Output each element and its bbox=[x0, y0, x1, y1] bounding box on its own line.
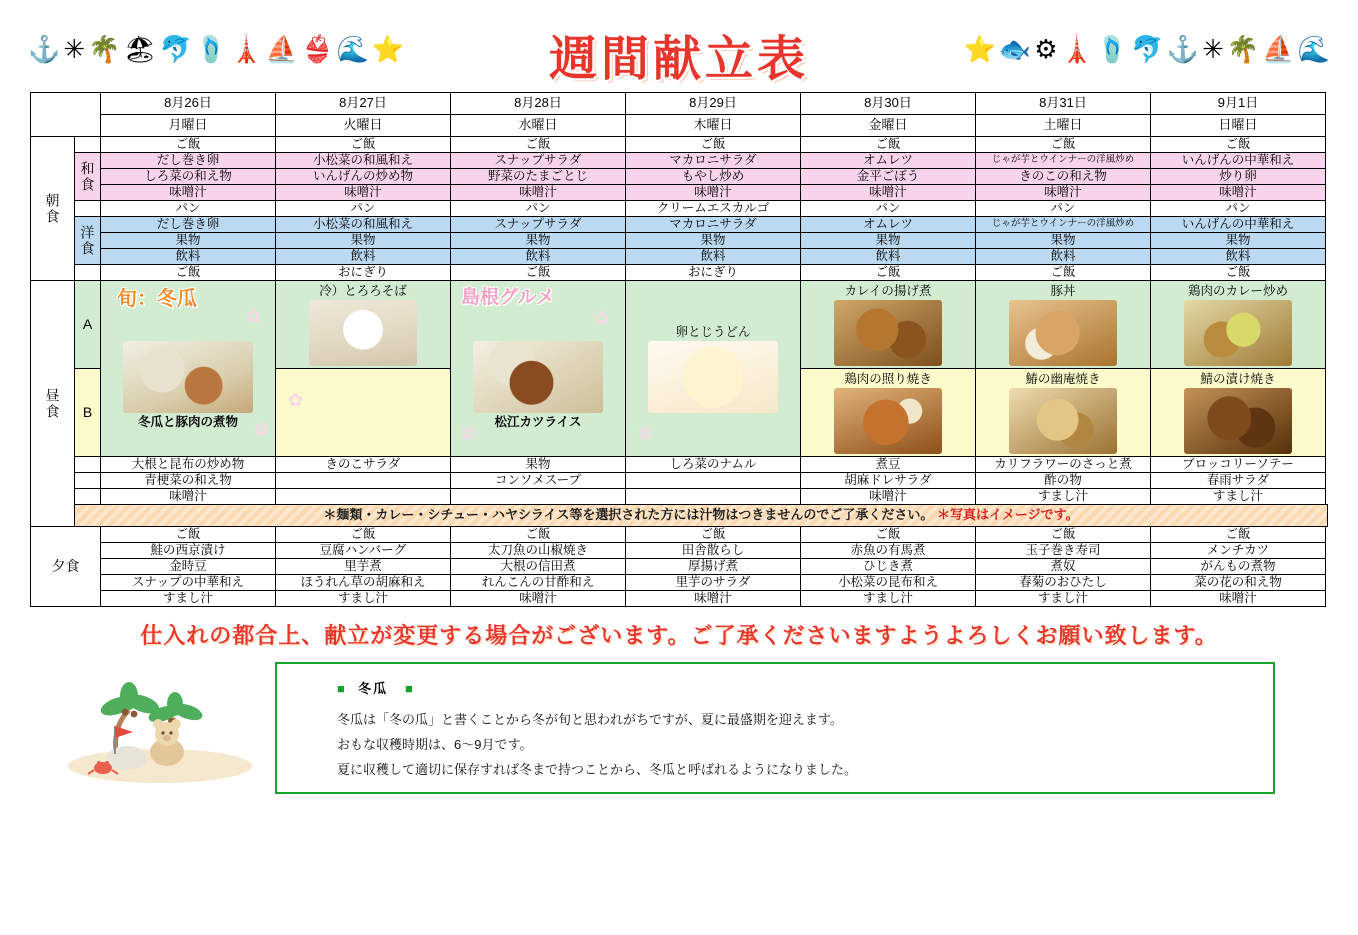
page-header bbox=[0, 0, 1358, 92]
menu-cell: ご飯 bbox=[101, 265, 276, 281]
lunch-photo-cell-wednesday bbox=[451, 281, 626, 457]
dinner-row-1 bbox=[31, 527, 1328, 543]
lunch-photo-cell-sunday-a bbox=[1151, 281, 1326, 369]
lunch-a-row bbox=[31, 281, 1328, 369]
menu-cell: ほうれん草の胡麻和え bbox=[276, 575, 451, 591]
menu-cell: じゃが芋とウインナーの洋風炒め bbox=[976, 153, 1151, 169]
weekday-header: 日曜日 bbox=[1151, 115, 1326, 137]
flower-icon: ✳ bbox=[1202, 34, 1224, 64]
menu-cell: きのこサラダ bbox=[276, 457, 451, 473]
menu-cell: ご飯 bbox=[626, 137, 801, 153]
sandal-icon: 🩴 bbox=[194, 34, 228, 64]
menu-cell bbox=[451, 489, 626, 505]
menu-cell: しろ菜のナムル bbox=[626, 457, 801, 473]
lunch-photo-cell-tuesday-a bbox=[276, 281, 451, 369]
menu-cell: ご飯 bbox=[101, 527, 276, 543]
local-gourmet-stamp: 島根グルメ bbox=[461, 286, 555, 308]
food-photo bbox=[1009, 300, 1117, 366]
menu-cell: もやし炒め bbox=[626, 169, 801, 185]
food-photo bbox=[473, 341, 603, 413]
menu-cell: 里芋のサラダ bbox=[626, 575, 801, 591]
food-photo bbox=[1184, 300, 1292, 366]
menu-cell: 野菜のたまごとじ bbox=[451, 169, 626, 185]
page-title: 週間献立表 bbox=[548, 31, 809, 87]
weekday-header: 木曜日 bbox=[626, 115, 801, 137]
menu-cell: 飲料 bbox=[976, 249, 1151, 265]
menu-cell: 飲料 bbox=[1151, 249, 1326, 265]
notice-banner bbox=[75, 505, 1328, 527]
lunch-photo-cell-sunday-b bbox=[1151, 369, 1326, 457]
menu-cell: ご飯 bbox=[1151, 265, 1326, 281]
menu-cell: 大根の信田煮 bbox=[451, 559, 626, 575]
lunch-photo-cell-monday bbox=[101, 281, 276, 457]
menu-change-note: 仕入れの都合上、献立が変更する場合がございます。ご了承くださいますようよろしくお願い致します。 bbox=[140, 623, 1218, 649]
dish-name: 鶏肉のカレー炒め bbox=[1187, 284, 1288, 299]
palm-tree-icon: 🌴 bbox=[1226, 34, 1260, 64]
menu-cell: 果物 bbox=[276, 233, 451, 249]
dish-name: 鰆の幽庵焼き bbox=[1025, 372, 1101, 387]
weekday-header: 月曜日 bbox=[101, 115, 276, 137]
menu-cell: ご飯 bbox=[1151, 137, 1326, 153]
menu-cell: ご飯 bbox=[976, 265, 1151, 281]
breakfast-staple-row bbox=[31, 137, 1328, 153]
notice-main: ＊麺類・カレー・シチュー・ハヤシライス等を選択された方には汁物はつきませんのでご了承ください。 bbox=[323, 507, 934, 523]
date-header: 8月26日 bbox=[101, 93, 276, 115]
menu-cell: おにぎり bbox=[276, 265, 451, 281]
menu-cell: 金平ごぼう bbox=[801, 169, 976, 185]
dish-name: 鶏肉の照り焼き bbox=[844, 372, 932, 387]
menu-cell: マカロニサラダ bbox=[626, 217, 801, 233]
menu-cell: だし巻き卵 bbox=[101, 153, 276, 169]
lunch-photo-cell-friday-a bbox=[801, 281, 976, 369]
row-label-lunch-b: B bbox=[75, 369, 101, 457]
menu-cell: 大根と昆布の炒め物 bbox=[101, 457, 276, 473]
lighthouse-icon: 🗼 bbox=[230, 34, 263, 64]
sailboat-icon: ⛵ bbox=[1262, 34, 1295, 64]
menu-cell: ご飯 bbox=[276, 137, 451, 153]
menu-cell: ご飯 bbox=[801, 265, 976, 281]
weekday-header: 土曜日 bbox=[976, 115, 1151, 137]
table-header-weekdays bbox=[31, 115, 1328, 137]
dinner-row-5 bbox=[31, 591, 1328, 607]
menu-cell: ご飯 bbox=[101, 137, 276, 153]
menu-cell: パン bbox=[276, 201, 451, 217]
food-photo bbox=[123, 341, 253, 413]
beach-illustration bbox=[55, 666, 265, 786]
menu-cell: 味噌汁 bbox=[451, 591, 626, 607]
menu-cell: 青梗菜の和え物 bbox=[101, 473, 276, 489]
menu-cell: 味噌汁 bbox=[1151, 591, 1326, 607]
breakfast-bread-row bbox=[31, 201, 1328, 217]
anchor-icon: ⚓ bbox=[1166, 34, 1200, 64]
menu-cell: 果物 bbox=[101, 233, 276, 249]
menu-cell: ご飯 bbox=[451, 265, 626, 281]
menu-cell: メンチカツ bbox=[1151, 543, 1326, 559]
fish-icon: 🐟 bbox=[998, 34, 1032, 64]
menu-cell: 煮豆 bbox=[801, 457, 976, 473]
menu-cell: ご飯 bbox=[626, 527, 801, 543]
dinner-row-3 bbox=[31, 559, 1328, 575]
menu-cell: 飲料 bbox=[101, 249, 276, 265]
menu-cell: 太刀魚の山椒焼き bbox=[451, 543, 626, 559]
info-line: 夏に収穫して適切に保存すれば冬まで持つことから、冬瓜と呼ばれるようになりました。 bbox=[337, 762, 858, 777]
lunch-photo-cell-friday-b bbox=[801, 369, 976, 457]
seasonal-stamp: 旬：冬瓜 bbox=[117, 286, 197, 310]
menu-cell: れんこんの甘酢和え bbox=[451, 575, 626, 591]
menu-cell: スナップサラダ bbox=[451, 217, 626, 233]
menu-cell: 味噌汁 bbox=[801, 185, 976, 201]
menu-cell: すまし汁 bbox=[801, 591, 976, 607]
flower-icon: ✿ bbox=[593, 308, 609, 328]
starfish-icon: ⭐ bbox=[371, 34, 405, 64]
menu-cell: ブロッコリーソテー bbox=[1151, 457, 1326, 473]
menu-cell: ご飯 bbox=[451, 527, 626, 543]
menu-cell: 田舎散らし bbox=[626, 543, 801, 559]
menu-cell: 鮭の西京漬け bbox=[101, 543, 276, 559]
menu-cell: すまし汁 bbox=[101, 591, 276, 607]
menu-cell: パン bbox=[1151, 201, 1326, 217]
menu-cell bbox=[626, 489, 801, 505]
menu-cell: がんもの煮物 bbox=[1151, 559, 1326, 575]
menu-cell bbox=[276, 489, 451, 505]
menu-cell: 春菊のおひたし bbox=[976, 575, 1151, 591]
menu-cell bbox=[626, 473, 801, 489]
breakfast-western-row-3 bbox=[31, 249, 1328, 265]
flower-icon: ✿ bbox=[638, 423, 654, 443]
bottom-section bbox=[0, 658, 1358, 818]
menu-cell: 味噌汁 bbox=[801, 489, 976, 505]
decoration-right bbox=[964, 18, 1330, 80]
spacer-cell bbox=[75, 489, 101, 505]
row-label-breakfast: 朝食 bbox=[31, 137, 75, 281]
date-header: 8月29日 bbox=[626, 93, 801, 115]
square-marker-icon: ■ bbox=[337, 681, 347, 696]
food-photo bbox=[1009, 388, 1117, 454]
menu-cell bbox=[276, 473, 451, 489]
menu-cell: クリームエスカルゴ bbox=[626, 201, 801, 217]
weekday-header: 金曜日 bbox=[801, 115, 976, 137]
row-label-western: 洋食 bbox=[75, 217, 101, 265]
spacer-cell bbox=[75, 457, 101, 473]
lunch-photo-cell-saturday-a bbox=[976, 281, 1151, 369]
wave-icon: 🌊 bbox=[336, 34, 369, 64]
flower-icon: ✳ bbox=[63, 34, 86, 64]
food-photo bbox=[1184, 388, 1292, 454]
lunch-side-row-2 bbox=[31, 473, 1328, 489]
breakfast-western-row-1 bbox=[31, 217, 1328, 233]
ship-wheel-icon: ⚙ bbox=[1034, 34, 1058, 64]
breakfast-western-row-2 bbox=[31, 233, 1328, 249]
menu-cell: 赤魚の有馬煮 bbox=[801, 543, 976, 559]
menu-cell: パン bbox=[101, 201, 276, 217]
menu-cell: 酢の物 bbox=[976, 473, 1151, 489]
info-line: 冬瓜は「冬の瓜」と書くことから冬が旬と思われがちですが、夏に最盛期を迎えます。 bbox=[337, 712, 843, 727]
menu-cell: 飲料 bbox=[801, 249, 976, 265]
square-marker-icon: ■ bbox=[404, 681, 415, 696]
lunch-photo-cell-saturday-b bbox=[976, 369, 1151, 457]
menu-cell: パン bbox=[801, 201, 976, 217]
info-box-title bbox=[277, 678, 1273, 697]
menu-cell: 金時豆 bbox=[101, 559, 276, 575]
breakfast-japanese-row-2 bbox=[31, 169, 1328, 185]
menu-cell: 胡麻ドレサラダ bbox=[801, 473, 976, 489]
menu-cell: すまし汁 bbox=[276, 591, 451, 607]
dolphin-icon: 🐬 bbox=[159, 34, 192, 64]
menu-cell: パン bbox=[976, 201, 1151, 217]
menu-cell: 果物 bbox=[976, 233, 1151, 249]
beach-icon: 🏖 bbox=[123, 34, 157, 64]
dish-name: 冷）とろろそば bbox=[319, 284, 407, 299]
menu-cell: スナップの中華和え bbox=[101, 575, 276, 591]
menu-cell: 果物 bbox=[626, 233, 801, 249]
notice-sub: ＊写真はイメージです。 bbox=[937, 507, 1079, 523]
lunch-photo-cell-thursday bbox=[626, 281, 801, 457]
menu-cell: 飲料 bbox=[276, 249, 451, 265]
starfish-icon: ⭐ bbox=[963, 34, 996, 64]
date-header: 9月1日 bbox=[1151, 93, 1326, 115]
sandal-icon: 🩴 bbox=[1095, 34, 1129, 64]
menu-cell: ご飯 bbox=[801, 137, 976, 153]
dolphin-icon: 🐬 bbox=[1131, 34, 1164, 64]
menu-cell: ご飯 bbox=[976, 527, 1151, 543]
menu-cell: 飲料 bbox=[626, 249, 801, 265]
corner-cell bbox=[31, 93, 101, 137]
menu-cell: しろ菜の和え物 bbox=[101, 169, 276, 185]
flower-icon: ✿ bbox=[288, 390, 304, 410]
dish-name: 鯖の漬け焼き bbox=[1200, 372, 1276, 387]
info-box-title-text: 冬瓜 bbox=[358, 681, 389, 696]
menu-cell: 味噌汁 bbox=[626, 591, 801, 607]
spacer-cell bbox=[75, 137, 101, 153]
notice-row bbox=[31, 505, 1328, 527]
menu-cell: 飲料 bbox=[451, 249, 626, 265]
dish-caption: 松江カツライス bbox=[494, 415, 582, 430]
menu-cell: オムレツ bbox=[801, 153, 976, 169]
date-header: 8月28日 bbox=[451, 93, 626, 115]
lighthouse-icon: 🗼 bbox=[1060, 34, 1093, 64]
swimsuit-icon: 👙 bbox=[301, 34, 334, 64]
menu-cell: 小松菜の和風和え bbox=[276, 217, 451, 233]
menu-cell: 味噌汁 bbox=[1151, 185, 1326, 201]
weekly-menu-table bbox=[30, 92, 1328, 607]
menu-cell: いんげんの中華和え bbox=[1151, 217, 1326, 233]
lunch-staple-row bbox=[31, 265, 1328, 281]
row-label-japanese: 和食 bbox=[75, 153, 101, 201]
menu-cell: コンソメスープ bbox=[451, 473, 626, 489]
menu-cell: ご飯 bbox=[976, 137, 1151, 153]
dish-name: カレイの揚げ煮 bbox=[844, 284, 932, 299]
menu-cell: ご飯 bbox=[1151, 527, 1326, 543]
row-label-dinner: 夕食 bbox=[31, 527, 101, 607]
menu-cell: いんげんの炒め物 bbox=[276, 169, 451, 185]
menu-cell: 果物 bbox=[451, 233, 626, 249]
flower-icon: ✿ bbox=[461, 423, 477, 443]
lunch-side-row-1 bbox=[31, 457, 1328, 473]
spacer-cell bbox=[75, 201, 101, 217]
menu-cell: 味噌汁 bbox=[276, 185, 451, 201]
menu-cell: じゃが芋とウインナーの洋風炒め bbox=[976, 217, 1151, 233]
table-header-dates bbox=[31, 93, 1328, 115]
menu-cell: ご飯 bbox=[276, 527, 451, 543]
lunch-side-row-3 bbox=[31, 489, 1328, 505]
dish-name: 卵とじうどん bbox=[675, 325, 751, 340]
menu-cell: だし巻き卵 bbox=[101, 217, 276, 233]
date-header: 8月27日 bbox=[276, 93, 451, 115]
spacer-cell bbox=[75, 473, 101, 489]
palm-tree-icon: 🌴 bbox=[88, 34, 121, 64]
menu-cell: 里芋煮 bbox=[276, 559, 451, 575]
menu-cell: きのこの和え物 bbox=[976, 169, 1151, 185]
food-photo bbox=[648, 341, 778, 413]
flower-icon: ✿ bbox=[253, 419, 269, 439]
dinner-row-2 bbox=[31, 543, 1328, 559]
menu-cell: ご飯 bbox=[451, 137, 626, 153]
anchor-icon: ⚓ bbox=[28, 34, 61, 64]
menu-cell: 味噌汁 bbox=[101, 185, 276, 201]
menu-cell: オムレツ bbox=[801, 217, 976, 233]
menu-cell: 味噌汁 bbox=[101, 489, 276, 505]
food-photo bbox=[834, 300, 942, 366]
breakfast-japanese-row-1 bbox=[31, 153, 1328, 169]
menu-cell: すまし汁 bbox=[976, 489, 1151, 505]
menu-cell: 味噌汁 bbox=[976, 185, 1151, 201]
menu-cell: いんげんの中華和え bbox=[1151, 153, 1326, 169]
breakfast-japanese-row-3 bbox=[31, 185, 1328, 201]
sailboat-icon: ⛵ bbox=[265, 34, 299, 64]
menu-cell: 玉子巻き寿司 bbox=[976, 543, 1151, 559]
lunch-photo-cell-tuesday-b bbox=[276, 369, 451, 457]
menu-cell: 菜の花の和え物 bbox=[1151, 575, 1326, 591]
date-header: 8月31日 bbox=[976, 93, 1151, 115]
menu-cell: スナップサラダ bbox=[451, 153, 626, 169]
menu-cell: 味噌汁 bbox=[626, 185, 801, 201]
menu-cell: 豆腐ハンバーグ bbox=[276, 543, 451, 559]
date-header: 8月30日 bbox=[801, 93, 976, 115]
row-label-lunch-a: A bbox=[75, 281, 101, 369]
menu-cell: 春雨サラダ bbox=[1151, 473, 1326, 489]
info-box bbox=[275, 662, 1275, 794]
info-line: おもな収穫時期は、6〜9月です。 bbox=[337, 737, 533, 752]
flower-icon: ✿ bbox=[245, 306, 261, 326]
menu-cell: パン bbox=[451, 201, 626, 217]
spacer-cell bbox=[75, 265, 101, 281]
menu-cell: マカロニサラダ bbox=[626, 153, 801, 169]
menu-cell: ひじき煮 bbox=[801, 559, 976, 575]
dinner-row-4 bbox=[31, 575, 1328, 591]
menu-cell: 果物 bbox=[1151, 233, 1326, 249]
menu-cell: 厚揚げ煮 bbox=[626, 559, 801, 575]
weekday-header: 火曜日 bbox=[276, 115, 451, 137]
menu-cell: 炒り卵 bbox=[1151, 169, 1326, 185]
menu-cell: 小松菜の和風和え bbox=[276, 153, 451, 169]
wave-icon: 🌊 bbox=[1297, 34, 1330, 64]
food-photo bbox=[309, 300, 417, 366]
menu-cell: ご飯 bbox=[801, 527, 976, 543]
row-label-lunch: 昼食 bbox=[31, 281, 75, 527]
menu-cell: 果物 bbox=[451, 457, 626, 473]
menu-cell: おにぎり bbox=[626, 265, 801, 281]
menu-cell: すまし汁 bbox=[1151, 489, 1326, 505]
food-photo bbox=[834, 388, 942, 454]
menu-cell: カリフラワーのさっと煮 bbox=[976, 457, 1151, 473]
menu-cell: 果物 bbox=[801, 233, 976, 249]
menu-cell: 煮奴 bbox=[976, 559, 1151, 575]
menu-cell: 味噌汁 bbox=[451, 185, 626, 201]
dish-name: 豚丼 bbox=[1050, 284, 1076, 299]
menu-cell: 小松菜の昆布和え bbox=[801, 575, 976, 591]
dish-caption: 冬瓜と豚肉の煮物 bbox=[137, 415, 238, 430]
weekday-header: 水曜日 bbox=[451, 115, 626, 137]
menu-cell: すまし汁 bbox=[976, 591, 1151, 607]
